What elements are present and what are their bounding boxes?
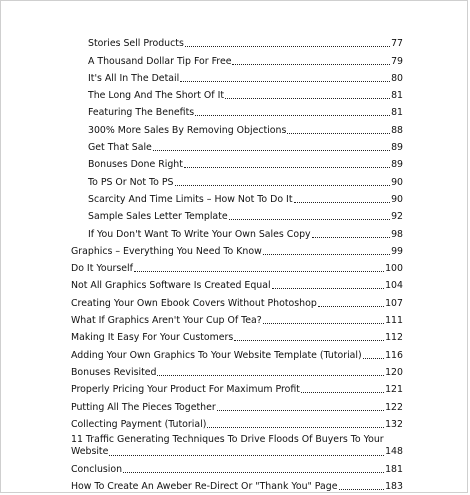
toc-leader-dots [312, 236, 390, 238]
toc-entry-page: 88 [391, 124, 403, 136]
toc-entry-title: Making It Easy For Your Customers [71, 332, 234, 344]
toc-entry-page: 92 [391, 211, 403, 223]
toc-entry[interactable] [1, 188, 403, 205]
toc-entry-page: 104 [385, 280, 403, 292]
toc-entry-title: Do It Yourself [71, 263, 133, 275]
toc-entry-page: 183 [385, 481, 403, 493]
toc-leader-dots [157, 374, 384, 376]
toc-entry[interactable] [1, 361, 403, 378]
toc-entry-page: 81 [391, 107, 403, 119]
toc-entry-title: Graphics – Everything You Need To Know [71, 245, 262, 257]
toc-entry-page: 112 [385, 332, 403, 344]
toc-entry-page: 80 [391, 72, 403, 84]
toc-entry[interactable] [1, 291, 403, 308]
toc-leader-dots [301, 391, 384, 393]
toc-leader-dots [363, 357, 384, 359]
toc-entry-page: 116 [385, 349, 403, 361]
toc-leader-dots [272, 287, 385, 289]
toc-entry-page: 122 [385, 401, 403, 413]
toc-entry-title: If You Don't Want To Write Your Own Sales Copy [88, 228, 311, 240]
toc-entry-page: 90 [391, 176, 403, 188]
toc-leader-dots [184, 166, 390, 168]
toc-entry-title: Adding Your Own Graphics To Your Website Template (Tutorial) [71, 349, 362, 361]
toc-entry-title: Putting All The Pieces Together [71, 401, 216, 413]
toc-leader-dots [263, 322, 384, 324]
toc-entry[interactable] [1, 67, 403, 84]
toc-entry-page: 181 [385, 464, 403, 476]
toc-entry[interactable] [1, 32, 403, 49]
toc-leader-dots [263, 253, 390, 255]
toc-entry-title: Get That Sale [88, 142, 152, 154]
toc-entry-page: 99 [391, 245, 403, 257]
toc-leader-dots [180, 80, 390, 82]
toc-entry[interactable] [1, 395, 403, 412]
toc-leader-dots [195, 114, 390, 116]
toc-entry[interactable] [1, 84, 403, 101]
toc-leader-dots [232, 63, 390, 65]
toc-entry[interactable] [1, 205, 403, 222]
toc-leader-dots [294, 201, 391, 203]
toc-entry-title: Featuring The Benefits [88, 107, 195, 119]
toc-entry-title: Bonuses Done Right [88, 159, 183, 171]
toc-entry-title: Properly Pricing Your Product For Maximum Profit [71, 384, 300, 396]
toc-entry-title-continued: Website [71, 445, 109, 457]
toc-entry-title: A Thousand Dollar Tip For Free [88, 55, 232, 67]
toc-entry[interactable] [1, 413, 403, 430]
toc-entry-title: Scarcity And Time Limits – How Not To Do It [88, 193, 293, 205]
toc-entry[interactable] [1, 153, 403, 170]
toc-entry[interactable] [1, 326, 403, 343]
toc-entry[interactable] [1, 170, 403, 187]
toc-entry-title: Not All Graphics Software Is Created Equal [71, 280, 271, 292]
toc-entry[interactable] [1, 475, 403, 492]
toc-entry-title: Stories Sell Products [88, 38, 184, 50]
table-of-contents [1, 32, 403, 492]
toc-entry[interactable] [1, 136, 403, 153]
toc-entry-title: How To Create An Aweber Re-Direct Or "Thank You" Page [71, 481, 338, 493]
toc-leader-dots [339, 488, 385, 490]
toc-entry-page: 100 [385, 263, 403, 275]
toc-entry-title: Conclusion [71, 464, 123, 476]
toc-leader-dots [134, 270, 384, 272]
toc-leader-dots [153, 149, 390, 151]
toc-entry[interactable] [1, 378, 403, 395]
toc-entry[interactable] [1, 49, 403, 66]
toc-entry[interactable] [1, 222, 403, 239]
toc-entry-title: The Long And The Short Of It [88, 90, 225, 102]
toc-entry-title: It's All In The Detail [88, 72, 180, 84]
toc-entry-page: 121 [385, 384, 403, 396]
toc-entry[interactable] [1, 430, 403, 458]
toc-entry-page: 107 [385, 297, 403, 309]
toc-leader-dots [229, 218, 390, 220]
toc-entry[interactable] [1, 343, 403, 360]
toc-leader-dots [207, 426, 384, 428]
toc-entry-title: What If Graphics Aren't Your Cup Of Tea? [71, 315, 262, 327]
toc-entry[interactable] [1, 274, 403, 291]
toc-entry-title: 300% More Sales By Removing Objections [88, 124, 287, 136]
toc-entry-title: 11 Traffic Generating Techniques To Drive Floods Of Buyers To Your [71, 433, 384, 445]
toc-entry-page: 89 [391, 142, 403, 154]
toc-entry[interactable] [1, 101, 403, 118]
toc-leader-dots [109, 454, 384, 456]
toc-entry-title: Sample Sales Letter Template [88, 211, 228, 223]
toc-entry-page: 148 [385, 445, 403, 457]
toc-entry-page: 111 [385, 315, 403, 327]
toc-leader-dots [217, 409, 384, 411]
toc-leader-dots [175, 184, 391, 186]
toc-leader-dots [225, 97, 390, 99]
toc-leader-dots [287, 132, 390, 134]
toc-entry-page: 90 [391, 193, 403, 205]
toc-entry-page: 79 [391, 55, 403, 67]
toc-entry-page: 89 [391, 159, 403, 171]
toc-leader-dots [185, 45, 390, 47]
toc-entry-title: Bonuses Revisited [71, 366, 157, 378]
toc-entry-title: To PS Or Not To PS [88, 176, 174, 188]
toc-entry-page: 77 [391, 38, 403, 50]
toc-entry[interactable] [1, 458, 403, 475]
toc-entry[interactable] [1, 257, 403, 274]
toc-entry-page: 120 [385, 366, 403, 378]
toc-entry-page: 81 [391, 90, 403, 102]
toc-entry-page: 98 [391, 228, 403, 240]
toc-entry-title: Collecting Payment (Tutorial) [71, 418, 207, 430]
toc-entry-title: Creating Your Own Ebook Covers Without Photoshop [71, 297, 317, 309]
toc-leader-dots [234, 339, 384, 341]
toc-entry[interactable] [1, 309, 403, 326]
toc-leader-dots [123, 471, 384, 473]
toc-leader-dots [318, 305, 384, 307]
toc-entry-page: 132 [385, 418, 403, 430]
toc-entry[interactable] [1, 240, 403, 257]
toc-entry[interactable] [1, 118, 403, 135]
